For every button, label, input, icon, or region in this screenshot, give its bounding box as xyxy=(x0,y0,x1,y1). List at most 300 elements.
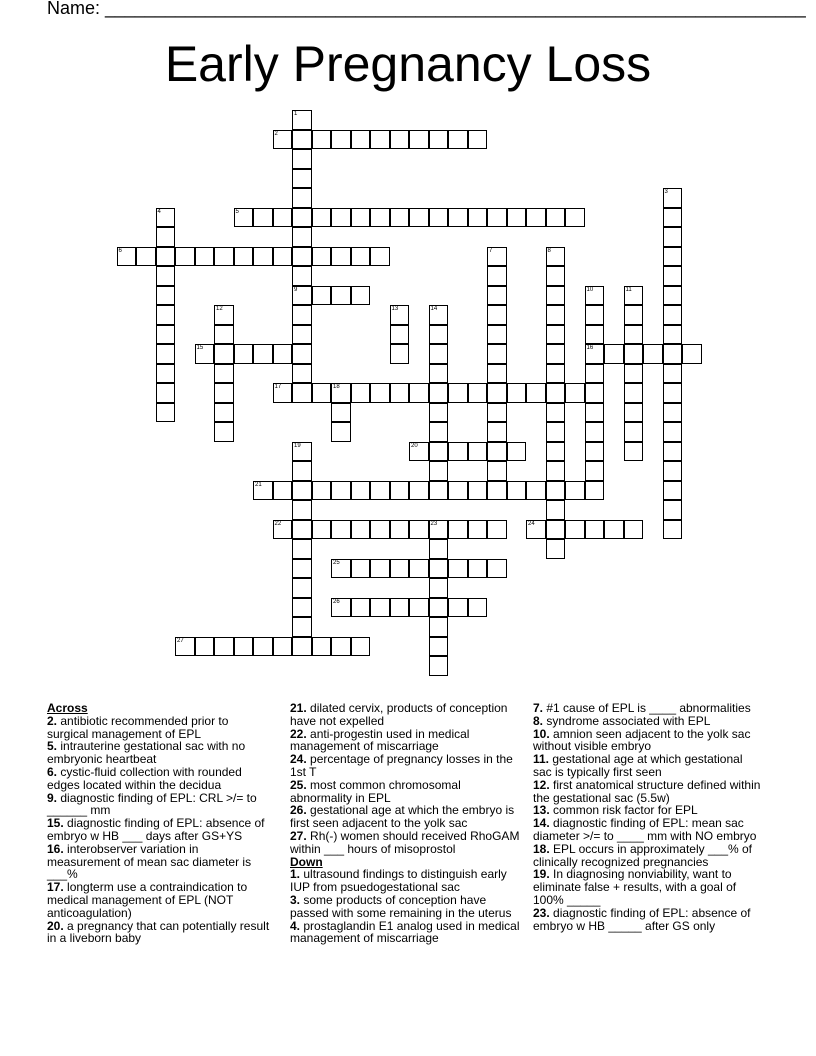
grid-cell[interactable] xyxy=(214,364,234,384)
grid-cell[interactable] xyxy=(526,208,546,228)
grid-cell[interactable] xyxy=(292,169,312,189)
grid-cell[interactable] xyxy=(546,461,566,481)
grid-cell[interactable] xyxy=(565,383,585,403)
grid-cell[interactable] xyxy=(292,325,312,345)
grid-cell[interactable] xyxy=(546,305,566,325)
grid-cell[interactable] xyxy=(390,130,410,150)
grid-cell[interactable] xyxy=(175,247,195,267)
grid-cell[interactable] xyxy=(624,305,644,325)
grid-cell[interactable] xyxy=(624,442,644,462)
grid-cell[interactable] xyxy=(507,208,527,228)
grid-cell[interactable] xyxy=(331,208,351,228)
grid-cell[interactable] xyxy=(448,383,468,403)
grid-cell[interactable] xyxy=(663,344,683,364)
grid-cell[interactable] xyxy=(526,520,546,540)
grid-cell[interactable] xyxy=(487,461,507,481)
grid-cell[interactable] xyxy=(585,403,605,423)
grid-cell[interactable] xyxy=(390,325,410,345)
grid-cell[interactable] xyxy=(585,286,605,306)
clue-number: 10 xyxy=(586,286,594,293)
clue-down-13: 13. common risk factor for EPL xyxy=(533,803,698,818)
grid-cell[interactable] xyxy=(409,442,429,462)
grid-cell[interactable] xyxy=(390,559,410,579)
grid-cell[interactable] xyxy=(546,383,566,403)
grid-cell[interactable] xyxy=(234,344,254,364)
grid-cell[interactable] xyxy=(331,286,351,306)
grid-cell[interactable] xyxy=(585,422,605,442)
grid-cell[interactable] xyxy=(448,130,468,150)
grid-cell[interactable] xyxy=(585,481,605,501)
grid-cell[interactable] xyxy=(468,130,488,150)
grid-cell[interactable] xyxy=(663,364,683,384)
grid-cell[interactable] xyxy=(546,500,566,520)
clue-number: 17 xyxy=(274,384,282,390)
clue-number: 7 xyxy=(489,247,493,254)
grid-cell[interactable] xyxy=(663,208,683,228)
grid-cell[interactable] xyxy=(429,559,449,579)
clue-down-19: 19. In diagnosing nonviability, want to eliminate false + results, with a goal of 100% _____ xyxy=(533,867,737,907)
grid-cell[interactable] xyxy=(585,325,605,345)
grid-cell[interactable] xyxy=(253,637,273,657)
clue-across-22: 22. anti-progestin used in medical management of miscarriage xyxy=(290,726,470,754)
grid-cell[interactable] xyxy=(604,344,624,364)
grid-cell[interactable] xyxy=(487,364,507,384)
clue-across-17: 17. longterm use a contraindication to medical management of EPL (NOT anticoagulation) xyxy=(47,880,248,920)
grid-cell[interactable] xyxy=(234,208,254,228)
grid-cell[interactable] xyxy=(292,637,312,657)
grid-cell[interactable] xyxy=(370,559,390,579)
clue-across-20: 20. a pregnancy that can potentially result in a liveborn baby xyxy=(47,918,270,946)
grid-cell[interactable] xyxy=(292,188,312,208)
grid-cell[interactable] xyxy=(214,422,234,442)
grid-cell[interactable] xyxy=(487,520,507,540)
grid-cell[interactable] xyxy=(312,286,332,306)
grid-cell[interactable] xyxy=(585,442,605,462)
clue-number: 1 xyxy=(294,111,298,117)
grid-cell[interactable] xyxy=(585,364,605,384)
grid-cell[interactable] xyxy=(156,305,176,325)
clue-number: 26 xyxy=(333,598,340,605)
grid-cell[interactable] xyxy=(663,383,683,403)
clue-number: 18 xyxy=(333,384,340,390)
grid-cell[interactable] xyxy=(136,247,156,267)
grid-cell[interactable] xyxy=(429,461,449,481)
grid-cell[interactable] xyxy=(585,520,605,540)
grid-cell[interactable] xyxy=(585,383,605,403)
grid-cell[interactable] xyxy=(526,383,546,403)
grid-cell[interactable] xyxy=(429,539,449,559)
clue-down-11: 11. gestational age at which gestational sac is typically first seen xyxy=(533,752,743,779)
clue-number: 12 xyxy=(216,306,223,312)
clue-number: 4 xyxy=(157,208,161,215)
grid-cell[interactable] xyxy=(546,286,566,306)
grid-cell[interactable] xyxy=(526,481,546,501)
grid-cell[interactable] xyxy=(370,383,390,403)
grid-cell[interactable] xyxy=(604,520,624,540)
grid-cell[interactable] xyxy=(351,481,371,501)
grid-cell[interactable] xyxy=(331,559,351,579)
grid-cell[interactable] xyxy=(312,637,332,657)
clue-number: 23 xyxy=(430,520,438,527)
grid-cell[interactable] xyxy=(546,208,566,228)
grid-cell[interactable] xyxy=(468,559,488,579)
clue-number: 11 xyxy=(625,286,632,293)
clue-down-8: 8. syndrome associated with EPL xyxy=(533,713,711,728)
grid-cell[interactable] xyxy=(468,442,488,462)
grid-cell[interactable] xyxy=(156,403,176,423)
grid-cell[interactable] xyxy=(624,286,644,306)
grid-cell[interactable] xyxy=(468,383,488,403)
grid-cell[interactable] xyxy=(273,247,293,267)
clue-down-10: 10. amnion seen adjacent to the yolk sac without visible embryo xyxy=(533,726,751,754)
clue-across-6: 6. cystic-fluid collection with rounded edges located within the decidua xyxy=(47,764,242,792)
grid-cell[interactable] xyxy=(546,422,566,442)
grid-cell[interactable] xyxy=(214,383,234,403)
grid-cell[interactable] xyxy=(331,520,351,540)
clue-across-24: 24. percentage of pregnancy losses in the 1st T xyxy=(290,752,513,779)
grid-cell[interactable] xyxy=(312,520,332,540)
grid-cell[interactable] xyxy=(429,344,449,364)
grid-cell[interactable] xyxy=(663,325,683,345)
clue-across-15: 15. diagnostic finding of EPL: absence of embryo w HB ___ days after GS+YS xyxy=(47,816,265,843)
grid-cell[interactable] xyxy=(624,403,644,423)
grid-cell[interactable] xyxy=(312,130,332,150)
grid-cell[interactable] xyxy=(273,383,293,403)
grid-cell[interactable] xyxy=(253,247,273,267)
grid-cell[interactable] xyxy=(624,344,644,364)
grid-cell[interactable] xyxy=(487,325,507,345)
grid-cell[interactable] xyxy=(409,520,429,540)
grid-cell[interactable] xyxy=(351,598,371,618)
grid-cell[interactable] xyxy=(351,559,371,579)
grid-cell[interactable] xyxy=(273,637,293,657)
grid-cell[interactable] xyxy=(351,247,371,267)
grid-cell[interactable] xyxy=(409,208,429,228)
grid-cell[interactable] xyxy=(663,247,683,267)
grid-cell[interactable] xyxy=(331,383,351,403)
grid-cell[interactable] xyxy=(331,598,351,618)
grid-cell[interactable] xyxy=(624,383,644,403)
clues-column-1 xyxy=(47,702,272,945)
grid-cell[interactable] xyxy=(663,266,683,286)
grid-cell[interactable] xyxy=(487,208,507,228)
grid-cell[interactable] xyxy=(663,461,683,481)
grid-cell[interactable] xyxy=(546,442,566,462)
grid-cell[interactable] xyxy=(468,481,488,501)
clue-number: 3 xyxy=(664,189,668,195)
grid-cell[interactable] xyxy=(643,344,663,364)
grid-cell[interactable] xyxy=(663,500,683,520)
grid-cell[interactable] xyxy=(429,637,449,657)
grid-cell[interactable] xyxy=(429,364,449,384)
across-heading: Across xyxy=(47,701,88,715)
grid-cell[interactable] xyxy=(409,559,429,579)
grid-cell[interactable] xyxy=(409,598,429,618)
grid-cell[interactable] xyxy=(390,520,410,540)
grid-cell[interactable] xyxy=(487,422,507,442)
grid-cell[interactable] xyxy=(390,305,410,325)
grid-cell[interactable] xyxy=(624,520,644,540)
grid-cell[interactable] xyxy=(331,247,351,267)
grid-cell[interactable] xyxy=(546,325,566,345)
grid-cell[interactable] xyxy=(429,325,449,345)
clue-down-12: 12. first anatomical structure defined within the gestational sac (5.5w) xyxy=(533,777,761,805)
grid-cell[interactable] xyxy=(448,520,468,540)
grid-cell[interactable] xyxy=(292,130,312,150)
grid-cell[interactable] xyxy=(487,559,507,579)
grid-cell[interactable] xyxy=(390,344,410,364)
grid-cell[interactable] xyxy=(292,461,312,481)
grid-cell[interactable] xyxy=(351,130,371,150)
grid-cell[interactable] xyxy=(682,344,702,364)
grid-cell[interactable] xyxy=(370,247,390,267)
clue-number: 14 xyxy=(430,306,438,312)
grid-cell[interactable] xyxy=(429,617,449,637)
clue-number: 8 xyxy=(547,247,551,254)
grid-cell[interactable] xyxy=(292,442,312,462)
grid-cell[interactable] xyxy=(429,520,449,540)
grid-cell[interactable] xyxy=(331,481,351,501)
grid-cell[interactable] xyxy=(429,598,449,618)
grid-cell[interactable] xyxy=(663,305,683,325)
grid-cell[interactable] xyxy=(546,481,566,501)
grid-cell[interactable] xyxy=(546,266,566,286)
grid-cell[interactable] xyxy=(390,383,410,403)
grid-cell[interactable] xyxy=(175,637,195,657)
grid-cell[interactable] xyxy=(370,130,390,150)
grid-cell[interactable] xyxy=(292,500,312,520)
clue-number: 19 xyxy=(294,442,301,449)
grid-cell[interactable] xyxy=(253,208,273,228)
grid-cell[interactable] xyxy=(292,305,312,325)
grid-cell[interactable] xyxy=(390,208,410,228)
grid-cell[interactable] xyxy=(429,656,449,676)
grid-cell[interactable] xyxy=(663,481,683,501)
grid-cell[interactable] xyxy=(429,383,449,403)
grid-cell[interactable] xyxy=(292,520,312,540)
grid-cell[interactable] xyxy=(585,461,605,481)
grid-cell[interactable] xyxy=(195,637,215,657)
grid-cell[interactable] xyxy=(292,149,312,169)
grid-cell[interactable] xyxy=(487,247,507,267)
grid-cell[interactable] xyxy=(507,481,527,501)
grid-cell[interactable] xyxy=(663,286,683,306)
grid-cell[interactable] xyxy=(487,442,507,462)
grid-cell[interactable] xyxy=(487,383,507,403)
grid-cell[interactable] xyxy=(156,364,176,384)
clue-across-2: 2. antibiotic recommended prior to surgical management of EPL xyxy=(47,713,229,741)
grid-cell[interactable] xyxy=(468,208,488,228)
grid-cell[interactable] xyxy=(351,383,371,403)
grid-cell[interactable] xyxy=(546,364,566,384)
clue-number: 5 xyxy=(235,208,239,215)
grid-cell[interactable] xyxy=(253,481,273,501)
clue-across-5: 5. intrauterine gestational sac with no embryonic heartbeat xyxy=(47,739,246,767)
grid-cell[interactable] xyxy=(390,481,410,501)
grid-cell[interactable] xyxy=(156,325,176,345)
grid-cell[interactable] xyxy=(546,344,566,364)
grid-cell[interactable] xyxy=(468,598,488,618)
grid-cell[interactable] xyxy=(292,344,312,364)
clue-down-14: 14. diagnostic finding of EPL: mean sac diameter >/= to ____ mm with NO embryo xyxy=(533,816,757,843)
grid-cell[interactable] xyxy=(429,422,449,442)
grid-cell[interactable] xyxy=(156,227,176,247)
grid-cell[interactable] xyxy=(292,559,312,579)
grid-cell[interactable] xyxy=(448,442,468,462)
grid-cell[interactable] xyxy=(448,598,468,618)
grid-cell[interactable] xyxy=(273,481,293,501)
grid-cell[interactable] xyxy=(546,539,566,559)
grid-cell[interactable] xyxy=(331,130,351,150)
grid-cell[interactable] xyxy=(292,227,312,247)
grid-cell[interactable] xyxy=(468,520,488,540)
clue-down-7: 7. #1 cause of EPL is ____ abnormalities xyxy=(533,702,751,715)
grid-cell[interactable] xyxy=(234,247,254,267)
grid-cell[interactable] xyxy=(156,266,176,286)
grid-cell[interactable] xyxy=(429,578,449,598)
grid-cell[interactable] xyxy=(292,383,312,403)
grid-cell[interactable] xyxy=(292,539,312,559)
clue-across-9: 9. diagnostic finding of EPL: CRL >/= to ______ mm xyxy=(47,790,257,818)
grid-cell[interactable] xyxy=(546,520,566,540)
grid-cell[interactable] xyxy=(487,266,507,286)
grid-cell[interactable] xyxy=(370,481,390,501)
grid-cell[interactable] xyxy=(624,422,644,442)
grid-cell[interactable] xyxy=(663,520,683,540)
grid-cell[interactable] xyxy=(292,286,312,306)
grid-cell[interactable] xyxy=(292,110,312,130)
clues-column-3 xyxy=(533,702,763,956)
grid-cell[interactable] xyxy=(546,403,566,423)
grid-cell[interactable] xyxy=(663,442,683,462)
name-field[interactable]: Name: ______________________________________________________________________ xyxy=(47,0,806,18)
grid-cell[interactable] xyxy=(409,130,429,150)
grid-cell[interactable] xyxy=(214,403,234,423)
grid-cell[interactable] xyxy=(351,637,371,657)
grid-cell[interactable] xyxy=(429,442,449,462)
clue-number: 21 xyxy=(255,481,262,488)
grid-cell[interactable] xyxy=(487,286,507,306)
grid-cell[interactable] xyxy=(292,364,312,384)
grid-cell[interactable] xyxy=(663,403,683,423)
grid-cell[interactable] xyxy=(331,422,351,442)
grid-cell[interactable] xyxy=(370,520,390,540)
grid-cell[interactable] xyxy=(292,617,312,637)
clue-number: 15 xyxy=(196,345,204,351)
grid-cell[interactable] xyxy=(214,325,234,345)
grid-cell[interactable] xyxy=(663,188,683,208)
clue-number: 22 xyxy=(274,520,282,527)
grid-cell[interactable] xyxy=(214,247,234,267)
grid-cell[interactable] xyxy=(234,637,254,657)
clue-down-1: 1. ultrasound findings to distinguish early IUP from psuedogestational sac xyxy=(290,867,507,895)
grid-cell[interactable] xyxy=(487,481,507,501)
grid-cell[interactable] xyxy=(546,247,566,267)
clue-across-21: 21. dilated cervix, products of conception have not expelled xyxy=(290,701,508,728)
grid-cell[interactable] xyxy=(409,383,429,403)
clue-number: 27 xyxy=(177,637,184,644)
grid-cell[interactable] xyxy=(156,344,176,364)
grid-cell[interactable] xyxy=(312,383,332,403)
grid-cell[interactable] xyxy=(487,344,507,364)
grid-cell[interactable] xyxy=(273,130,293,150)
grid-cell[interactable] xyxy=(273,344,293,364)
grid-cell[interactable] xyxy=(390,598,410,618)
grid-cell[interactable] xyxy=(429,305,449,325)
grid-cell[interactable] xyxy=(663,227,683,247)
grid-cell[interactable] xyxy=(195,344,215,364)
grid-cell[interactable] xyxy=(429,130,449,150)
grid-cell[interactable] xyxy=(292,578,312,598)
grid-cell[interactable] xyxy=(507,383,527,403)
grid-cell[interactable] xyxy=(370,598,390,618)
grid-cell[interactable] xyxy=(156,286,176,306)
clue-across-16: 16. interobserver variation in measurement of mean sac diameter is ___% xyxy=(47,841,252,882)
grid-cell[interactable] xyxy=(565,520,585,540)
grid-cell[interactable] xyxy=(624,325,644,345)
clue-number: 6 xyxy=(118,247,122,254)
grid-cell[interactable] xyxy=(273,520,293,540)
grid-cell[interactable] xyxy=(292,481,312,501)
grid-cell[interactable] xyxy=(448,559,468,579)
clue-down-3: 3. some products of conception have passed with some remaining in the uterus xyxy=(290,892,512,920)
grid-cell[interactable] xyxy=(585,344,605,364)
grid-cell[interactable] xyxy=(117,247,137,267)
grid-cell[interactable] xyxy=(448,208,468,228)
grid-cell[interactable] xyxy=(292,266,312,286)
grid-cell[interactable] xyxy=(448,481,468,501)
grid-cell[interactable] xyxy=(312,208,332,228)
page-title: Early Pregnancy Loss xyxy=(164,36,652,92)
grid-cell[interactable] xyxy=(370,208,390,228)
grid-cell[interactable] xyxy=(312,247,332,267)
grid-cell[interactable] xyxy=(331,403,351,423)
grid-cell[interactable] xyxy=(292,208,312,228)
grid-cell[interactable] xyxy=(429,403,449,423)
grid-cell[interactable] xyxy=(214,344,234,364)
grid-cell[interactable] xyxy=(585,305,605,325)
grid-cell[interactable] xyxy=(214,637,234,657)
clue-number: 13 xyxy=(391,306,399,312)
grid-cell[interactable] xyxy=(195,247,215,267)
clue-number: 9 xyxy=(294,286,298,293)
clue-across-27: 27. Rh(-) women should received RhoGAM within ___ hours of misoprostol xyxy=(290,828,520,856)
grid-cell[interactable] xyxy=(507,442,527,462)
grid-cell[interactable] xyxy=(214,305,234,325)
grid-cell[interactable] xyxy=(156,383,176,403)
grid-cell[interactable] xyxy=(253,344,273,364)
grid-cell[interactable] xyxy=(565,481,585,501)
grid-cell[interactable] xyxy=(292,598,312,618)
grid-cell[interactable] xyxy=(273,208,293,228)
grid-cell[interactable] xyxy=(351,286,371,306)
grid-cell[interactable] xyxy=(312,481,332,501)
grid-cell[interactable] xyxy=(292,247,312,267)
grid-cell[interactable] xyxy=(429,481,449,501)
grid-cell[interactable] xyxy=(429,208,449,228)
grid-cell[interactable] xyxy=(351,520,371,540)
grid-cell[interactable] xyxy=(624,364,644,384)
grid-cell[interactable] xyxy=(409,481,429,501)
grid-cell[interactable] xyxy=(351,208,371,228)
grid-cell[interactable] xyxy=(663,422,683,442)
grid-cell[interactable] xyxy=(156,247,176,267)
grid-cell[interactable] xyxy=(331,637,351,657)
grid-cell[interactable] xyxy=(565,208,585,228)
grid-cell[interactable] xyxy=(487,403,507,423)
grid-cell[interactable] xyxy=(487,305,507,325)
grid-cell[interactable] xyxy=(156,208,176,228)
